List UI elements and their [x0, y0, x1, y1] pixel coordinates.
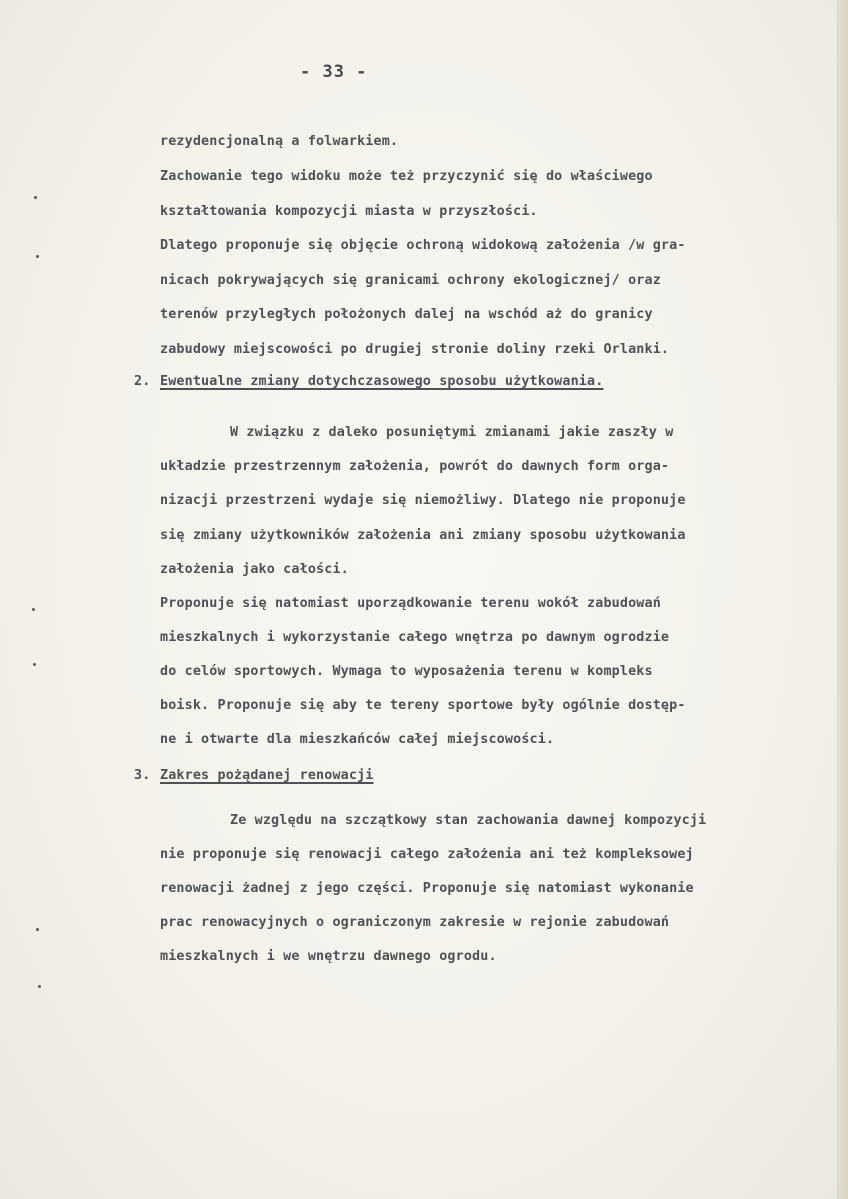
margin-mark: [32, 608, 35, 611]
section-title: Ewentualne zmiany dotychczasowego sposobu użytkowania.: [160, 374, 604, 389]
text-line: renowacji żadnej z jego części. Proponuje się natomiast wykonanie: [160, 881, 694, 896]
section-title: Zakres pożądanej renowacji: [160, 768, 374, 783]
text-line: Proponuje się natomiast uporządkowanie terenu wokół zabudowań: [160, 596, 661, 611]
text-line: nicach pokrywających się granicami ochrony ekologicznej/ oraz: [160, 273, 661, 288]
text-line: nie proponuje się renowacji całego założenia ani też kompleksowej: [160, 847, 694, 862]
text-line: mieszkalnych i we wnętrzu dawnego ogrodu.: [160, 949, 497, 964]
text-line: się zmiany użytkowników założenia ani zmiany sposobu użytkowania: [160, 528, 686, 543]
text-line: ne i otwarte dla mieszkańców całej miejscowości.: [160, 732, 555, 747]
margin-mark: [33, 663, 36, 666]
text-line: mieszkalnych i wykorzystanie całego wnętrza po dawnym ogrodzie: [160, 630, 670, 645]
text-line: prac renowacyjnych o ograniczonym zakresie w rejonie zabudowań: [160, 915, 670, 930]
text-line: do celów sportowych. Wymaga to wyposażenia terenu w kompleks: [160, 664, 653, 679]
margin-mark: [38, 985, 41, 988]
section-heading: [134, 767, 374, 785]
section-number: 2.: [134, 374, 151, 389]
text-line: boisk. Proponuje się aby te tereny sportowe były ogólnie dostęp-: [160, 698, 686, 713]
text-line: W związku z daleko posuniętymi zmianami jakie zaszły w: [230, 425, 674, 440]
text-line: Zachowanie tego widoku może też przyczynić się do właściwego: [160, 169, 653, 184]
page-number: - 33 -: [300, 62, 368, 82]
margin-mark: [36, 255, 39, 258]
section-heading: [134, 373, 603, 391]
text-line: układzie przestrzennym założenia, powrót do dawnych form orga-: [160, 459, 670, 474]
text-line: rezydencjonalną a folwarkiem.: [160, 134, 399, 149]
page-edge: [837, 0, 848, 1199]
text-line: terenów przyległych położonych dalej na wschód aż do granicy: [160, 307, 653, 322]
text-line: zabudowy miejscowości po drugiej stronie doliny rzeki Orlanki.: [160, 342, 670, 357]
margin-mark: [34, 196, 37, 199]
text-line: Ze względu na szczątkowy stan zachowania dawnej kompozycji: [230, 813, 707, 828]
text-line: nizacji przestrzeni wydaje się niemożliwy. Dlatego nie proponuje: [160, 493, 686, 508]
text-line: kształtowania kompozycji miasta w przyszłości.: [160, 204, 538, 219]
text-line: Dlatego proponuje się objęcie ochroną widokową założenia /w gra-: [160, 238, 686, 253]
text-line: założenia jako całości.: [160, 562, 349, 577]
section-number: 3.: [134, 768, 151, 783]
margin-mark: [36, 928, 39, 931]
